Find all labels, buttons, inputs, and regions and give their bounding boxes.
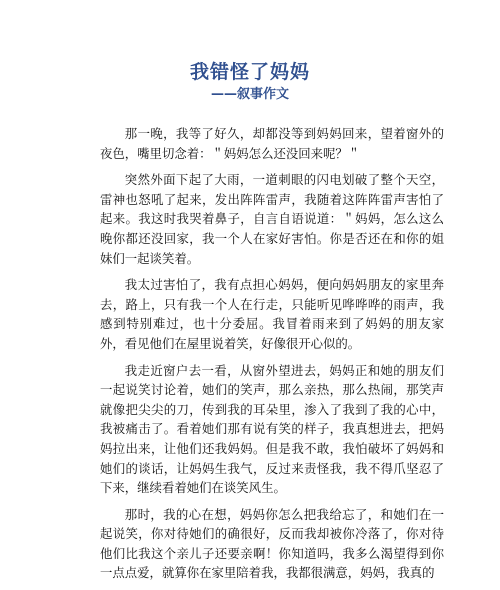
- paragraph: 那时，我的心在想，妈妈你怎么把我给忘了，和她们在一起说笑，你对待她们的确很好，反而我却被你冷落了，你对待他们比我这个亲儿子还要亲啊！你知道吗，我多么渴望得到你一点点爱，就算你在家里陪着我，我都很满意，妈妈，我真的: [100, 506, 444, 581]
- paragraph: 那一晚，我等了好久，却都没等到妈妈回来，望着窗外的夜色，嘴里切念着：＂妈妈怎么还没回来呢？＂: [100, 126, 444, 161]
- document-title: 我错怪了妈妈: [189, 61, 310, 83]
- paragraph: 突然外面下起了大雨，一道刺眼的闪电划破了整个天空，雷神也怒吼了起来，发出阵阵雷声，我随着这阵阵雷声害怕了起来。我这时我哭着鼻子，自言自语说道：＂妈妈，怎么这么晚你都还没回家，我一个人在家好害怕。你是否还在和你的姐妹们一起谈笑着。: [100, 172, 444, 266]
- paragraph: 我太过害怕了，我有点担心妈妈，便向妈妈朋友的家里奔去，路上，只有我一个人在行走，只能听见哗哗哗的雨声，我感到特别难过，也十分委屈。我冒着雨来到了妈妈的朋友家外，看见他们在屋里说着笑，好像很开心似的。: [100, 277, 444, 351]
- document-body: [100, 124, 444, 590]
- paragraph: 我走近窗户去一看，从窗外望进去，妈妈正和她的朋友们一起说笑讨论着，她们的笑声，那么亲热，那么热闹，那笑声就像把尖尖的刀，传到我的耳朵里，渗入了我到了我的心中，我被痛击了。看着她们那有说有笑的样子，我真想进去，把妈妈拉出来，让他们还我妈妈。但是我不敢，我怕破坏了妈妈和她们的谈话，让妈妈生我气，反过来责怪我，我不得爪坚忍了下来，继续看着她们在谈笑风生。: [100, 362, 444, 496]
- document-subtitle: ——叙事作文: [210, 87, 289, 102]
